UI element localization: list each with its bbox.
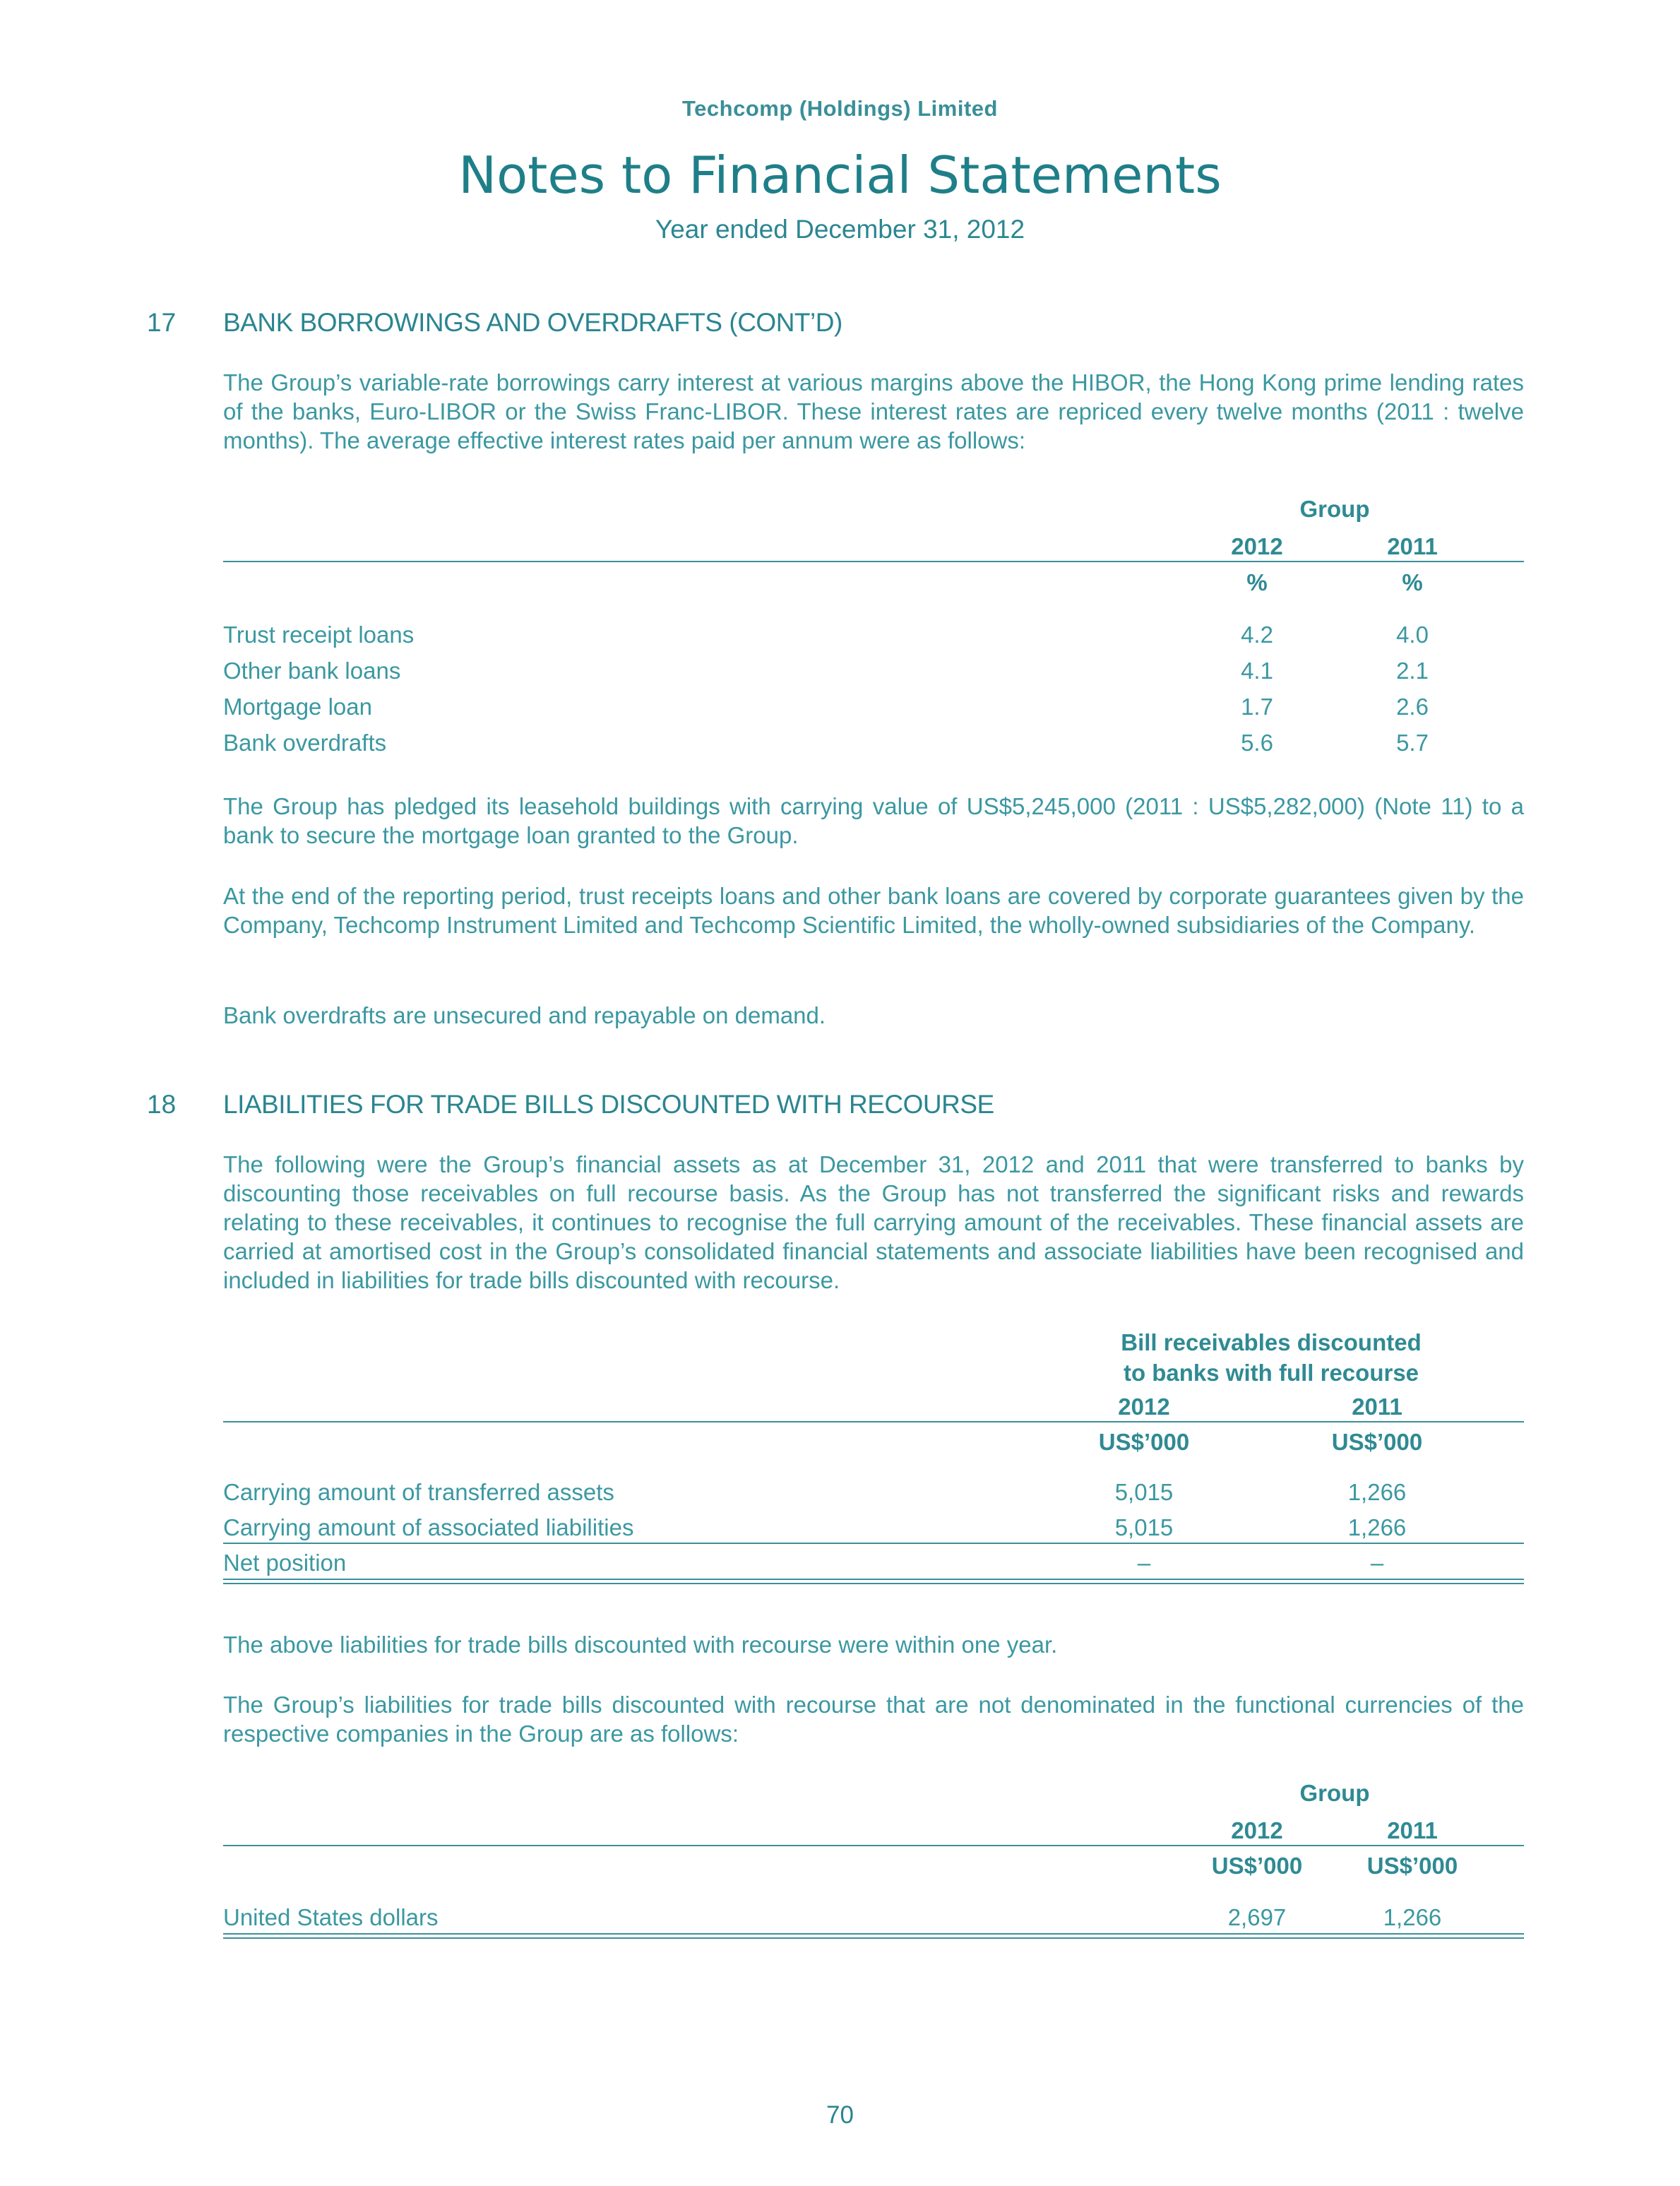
table-cell-2011: 4.0 xyxy=(1396,622,1429,648)
page-title: Notes to Financial Statements xyxy=(458,145,1222,205)
table-cell-2011: 1,266 xyxy=(1383,1904,1442,1930)
table-currency-year-2012: 2012 xyxy=(1231,1817,1283,1843)
table-bills-unit-2012: US$’000 xyxy=(1098,1429,1190,1455)
section-18-within-year-paragraph: The above liabilities for trade bills discounted with recourse were within one year. xyxy=(223,1632,1058,1658)
table-bills-header-line2: to banks with full recourse xyxy=(1123,1360,1419,1386)
table-row-label: Trust receipt loans xyxy=(223,622,415,648)
table-interest-year-2012: 2012 xyxy=(1231,533,1283,559)
section-17-number: 17 xyxy=(147,308,177,337)
company-name: Techcomp (Holdings) Limited xyxy=(682,96,998,121)
table-row-label: Mortgage loan xyxy=(223,694,372,720)
table-cell-2012: 5,015 xyxy=(1114,1514,1174,1540)
table-currency-unit-2011: US$’000 xyxy=(1366,1853,1458,1879)
table-interest-unit-2012: % xyxy=(1246,569,1268,595)
table-cell-2012: 4.1 xyxy=(1241,658,1273,684)
table-bills-year-2012: 2012 xyxy=(1118,1394,1170,1420)
table-interest-year-2011: 2011 xyxy=(1387,533,1438,559)
table-cell-2011: 1,266 xyxy=(1347,1514,1407,1540)
section-18-currency-paragraph: The Group’s liabilities for trade bills discounted with recourse that are not denominated in the functional currencies of the respective companies in the Group are as follows: xyxy=(223,1692,1524,1747)
table-cell-2012: 5,015 xyxy=(1114,1479,1174,1505)
table-interest-unit-2011: % xyxy=(1402,569,1423,595)
table-bills-year-2011: 2011 xyxy=(1352,1394,1402,1420)
table-currency-group-label: Group xyxy=(1299,1780,1370,1806)
table-cell-2011: 1,266 xyxy=(1347,1479,1407,1505)
section-17-guarantee-paragraph: At the end of the reporting period, trust receipts loans and other bank loans are covered by corporate guarantees given by the Company, Techcomp Instrument Limited and Techcomp Scientific Limited, the wholly-owned subsidiaries of the Company. xyxy=(223,883,1524,938)
table-row-label: Carrying amount of associated liabilities xyxy=(223,1514,634,1540)
table-total-label: Net position xyxy=(223,1550,347,1576)
table-bills-header-rule xyxy=(223,1421,1524,1422)
section-17-overdraft-paragraph: Bank overdrafts are unsecured and repayable on demand. xyxy=(223,1002,826,1028)
section-18-intro: The following were the Group’s financial assets as at December 31, 2012 and 2011 that were transferred to banks by discounting those receivables on full recourse basis. As the Group has not transferred the significant risks and rewards relating to these receivables, it continues to recognise the full carrying amount of the receivables. These financial assets are carried at amortised cost in the Group’s consolidated financial statements and associate liabilities have been recognised and included in liabilities for trade bills discounted with recourse. xyxy=(223,1151,1524,1293)
page-number: 70 xyxy=(826,2101,854,2129)
table-row-label: Bank overdrafts xyxy=(223,730,387,756)
table-cell-2011: 2.1 xyxy=(1396,658,1429,684)
section-18-number: 18 xyxy=(147,1090,177,1119)
table-total-2012: – xyxy=(1137,1550,1151,1576)
table-cell-2012: 5.6 xyxy=(1241,730,1273,756)
table-bills-total-double-rule xyxy=(223,1579,1524,1584)
table-currency-header-rule xyxy=(223,1845,1524,1846)
table-cell-2012: 1.7 xyxy=(1241,694,1273,720)
section-17-title: BANK BORROWINGS AND OVERDRAFTS (CONT’D) xyxy=(223,308,842,337)
table-currency-total-double-rule xyxy=(223,1933,1524,1939)
table-cell-2012: 2,697 xyxy=(1227,1904,1287,1930)
section-17-pledge-paragraph: The Group has pledged its leasehold buildings with carrying value of US$5,245,000 (2011 : US$5,282,000) (Note 11) to a bank to secure the mortgage loan granted to the Group. xyxy=(223,793,1524,848)
section-17-intro: The Group’s variable-rate borrowings carry interest at various margins above the HIBOR, the Hong Kong prime lending rates of the banks, Euro-LIBOR or the Swiss Franc-LIBOR. These interest rates are repriced every twelve months (2011 : twelve months). The average effective interest rates paid per annum were as follows: xyxy=(223,369,1524,453)
page-subtitle: Year ended December 31, 2012 xyxy=(655,215,1025,244)
table-interest-group-label: Group xyxy=(1299,496,1370,522)
table-row-label: United States dollars xyxy=(223,1904,439,1930)
table-bills-unit-2011: US$’000 xyxy=(1331,1429,1423,1455)
section-18-title: LIABILITIES FOR TRADE BILLS DISCOUNTED WITH RECOURSE xyxy=(223,1090,994,1119)
table-currency-year-2011: 2011 xyxy=(1387,1817,1438,1843)
table-bills-header-line1: Bill receivables discounted xyxy=(1121,1329,1422,1355)
table-bills-subtotal-rule xyxy=(223,1543,1524,1544)
table-total-2011: – xyxy=(1370,1550,1384,1576)
table-row-label: Other bank loans xyxy=(223,658,401,684)
table-interest-header-rule xyxy=(223,561,1524,562)
table-cell-2011: 2.6 xyxy=(1396,694,1429,720)
table-cell-2012: 4.2 xyxy=(1241,622,1273,648)
table-cell-2011: 5.7 xyxy=(1396,730,1429,756)
table-row-label: Carrying amount of transferred assets xyxy=(223,1479,614,1505)
table-currency-unit-2012: US$’000 xyxy=(1211,1853,1303,1879)
